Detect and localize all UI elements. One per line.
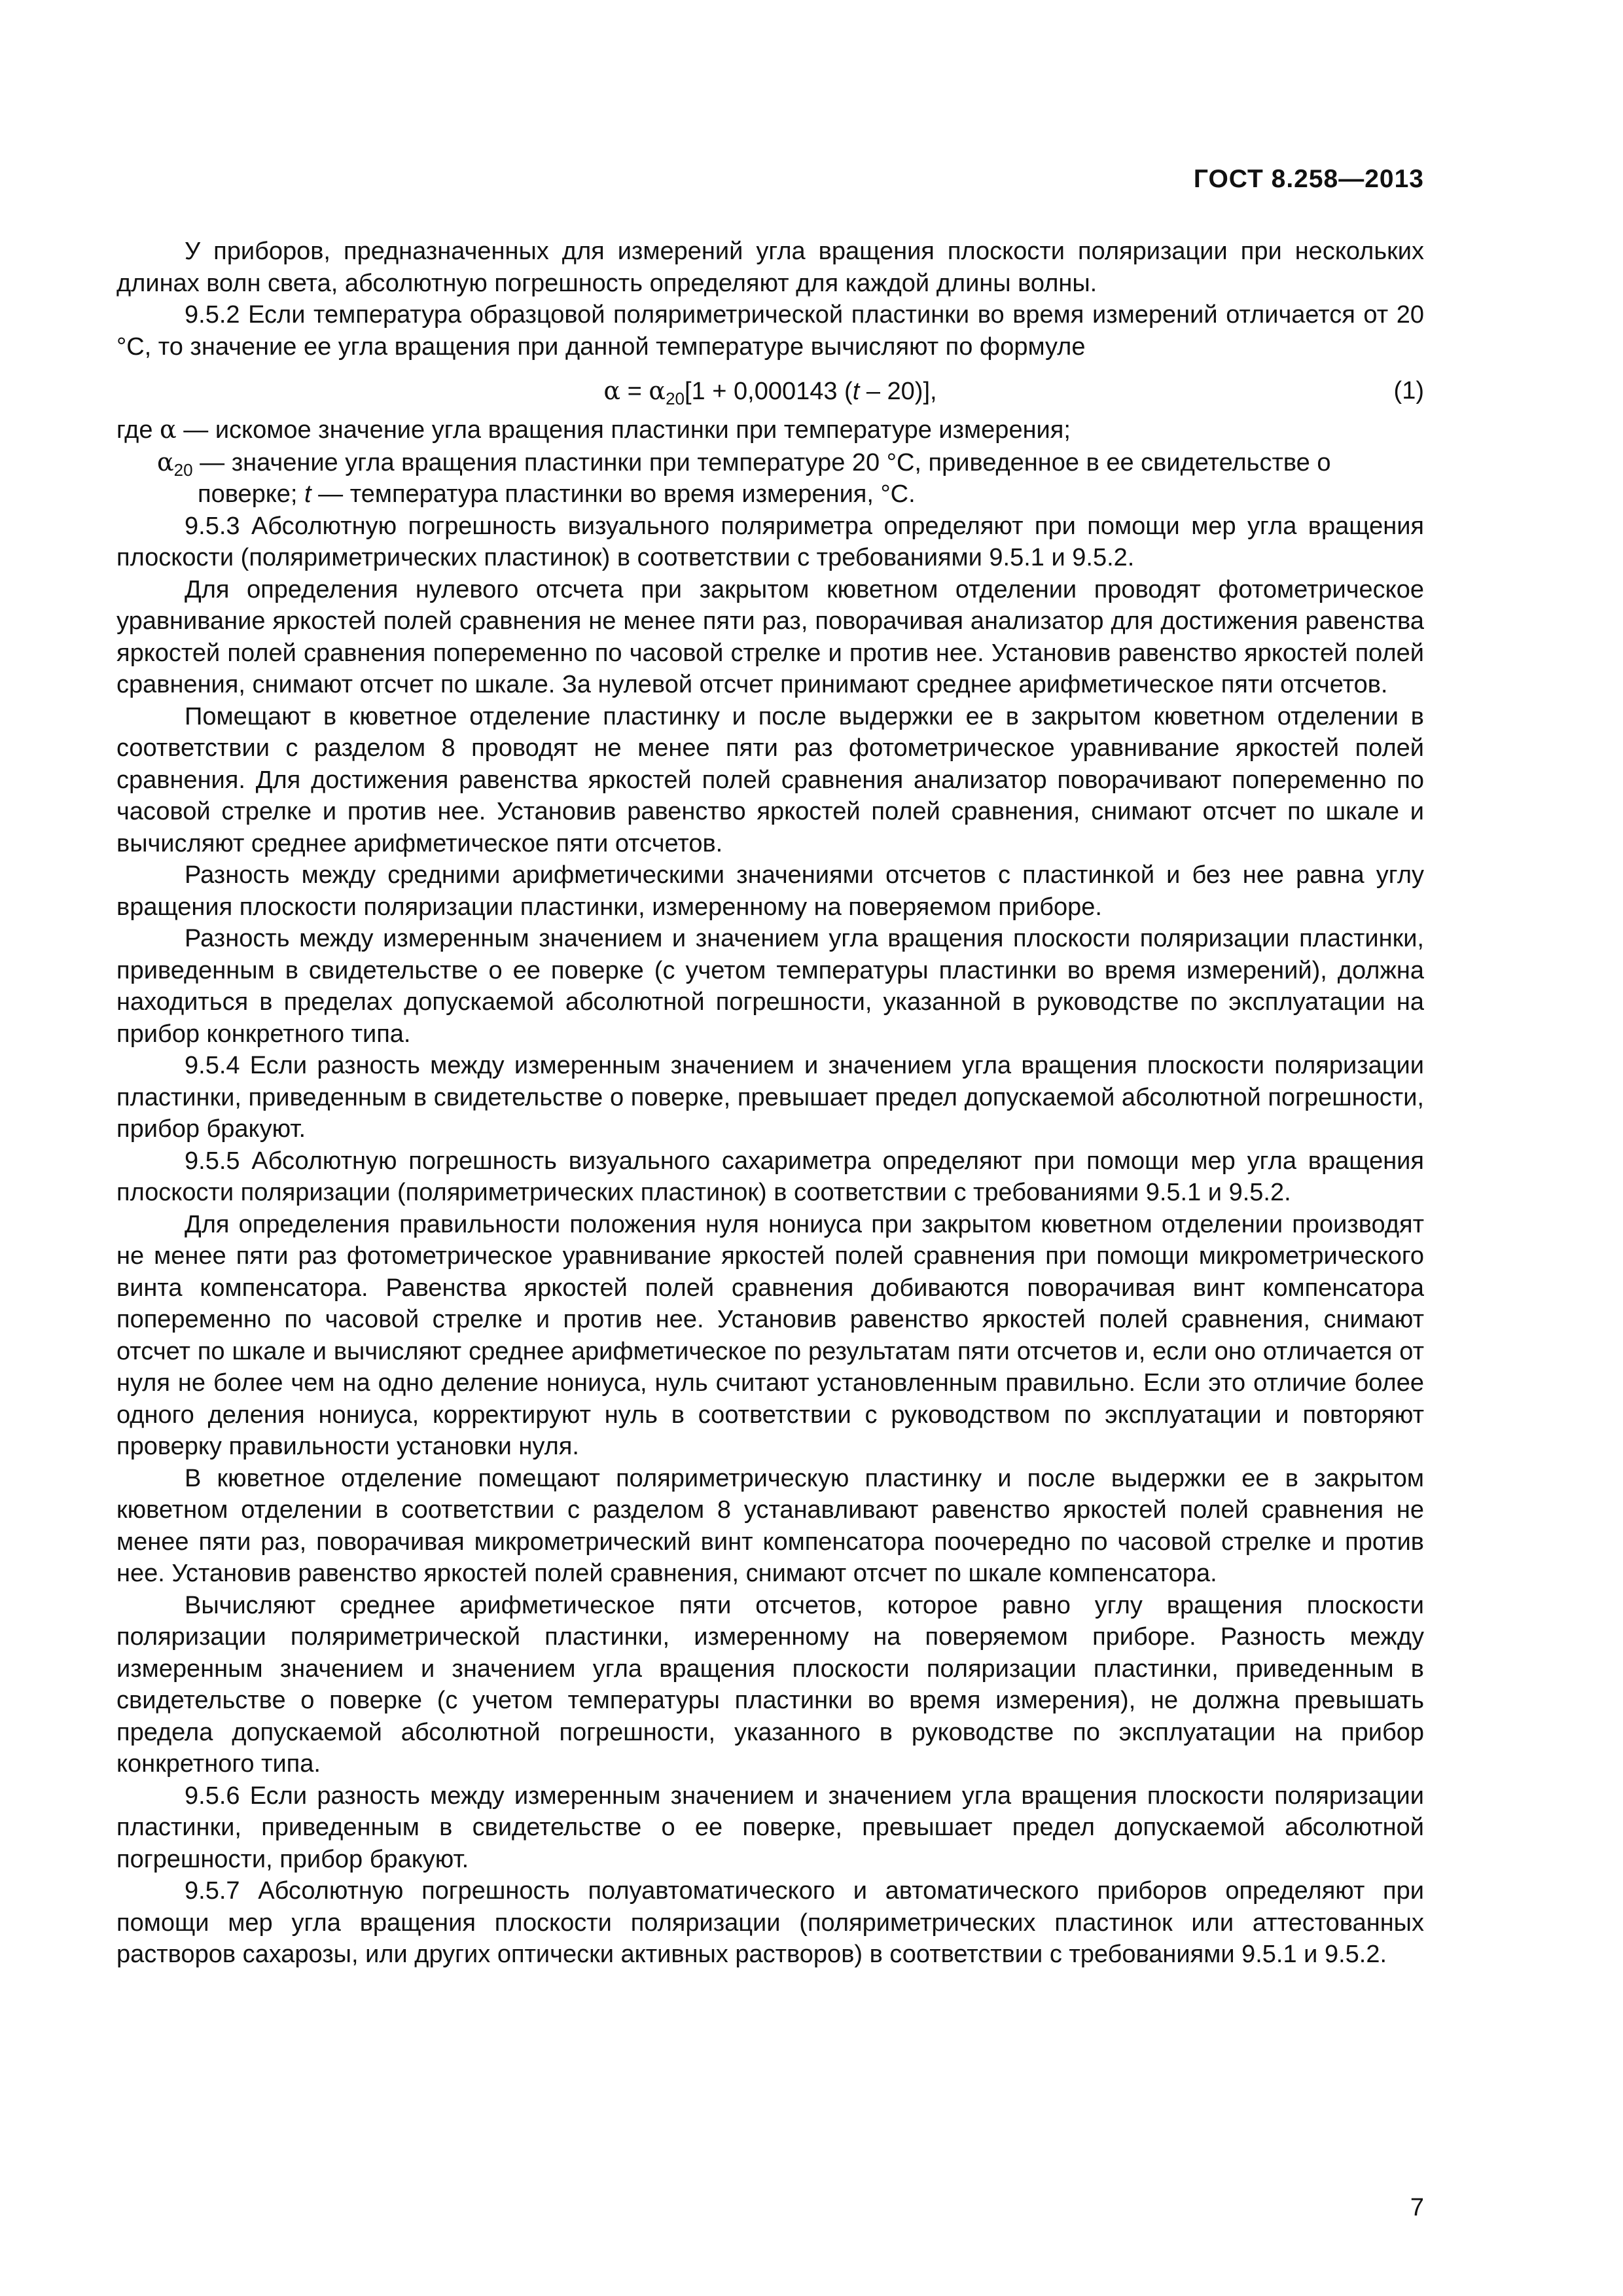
formula-subscript-20: 20 — [666, 389, 685, 408]
document-body — [116, 236, 1424, 1971]
paragraph-9-5-4: 9.5.4 Если разность между измеренным значением и значением угла вращения плоскости поляризации пластинки, приведенным в свидетельстве о поверке, превышает предел допускаемой абсолютной погрешности, прибор бракуют. — [116, 1052, 1424, 1143]
paragraph: В кюветное отделение помещают поляриметрическую пластинку и после выдержки ее в закрытом кюветном отделении в соответствии с разделом 8 устанавливают равенство яркостей полей сравнения не менее пяти раз, поворачивая микрометрический винт компенсатора поочередно по часовой стрелке и против нее. Установив равенство яркостей полей сравнения, снимают отсчет по шкале компенсатора. — [116, 1464, 1424, 1587]
formula-equals: = — [620, 378, 649, 405]
legend-alpha20-subscript: 20 — [173, 459, 193, 480]
paragraph-9-5-6: 9.5.6 Если разность между измеренным значением и значением угла вращения плоскости поляризации пластинки, приведенным в свидетельстве о ее поверке, превышает предел допускаемой абсолютной погрешности, прибор бракуют. — [116, 1782, 1424, 1873]
legend-t-prefix: поверке; — [198, 480, 305, 508]
paragraph: Разность между измеренным значением и значением угла вращения плоскости поляризации пластинки, приведенным в свидетельстве о ее поверке (с учетом температуры пластинки во время измерений), должна находиться в пределах допускаемой абсолютной погрешности, указанной в руководстве по эксплуатации на прибор конкретного типа. — [116, 925, 1424, 1048]
paragraph: Для определения нулевого отсчета при закрытом кюветном отделении проводят фотометрическое уравнивание яркостей полей сравнения не менее пяти раз, поворачивая анализатор для достижения равенства яркостей полей сравнения попеременно по часовой стрелке и против нее. Установив равенство яркостей полей сравнения, снимают отсчет по шкале. За нулевой отсчет принимают среднее арифметическое пяти отсчетов. — [116, 575, 1424, 698]
paragraph: Помещают в кюветное отделение пластинку и после выдержки ее в закрытом кюветном отделении в соответствии с разделом 8 проводят не менее пяти раз фотометрическое уравнивание яркостей полей сравнения. Для достижения равенства яркостей полей сравнения анализатор поворачивают попеременно по часовой стрелке и против нее. Установив равенство яркостей полей сравнения, снимают отсчет по шкале и вычисляют среднее арифметическое пяти отсчетов. — [116, 702, 1424, 857]
legend-where: где — [116, 416, 160, 444]
formula-legend — [116, 414, 1424, 511]
paragraph: У приборов, предназначенных для измерений угла вращения плоскости поляризации при нескольких длинах волн света, абсолютную погрешность определяют для каждой длины волны. — [116, 238, 1424, 297]
legend-t-text: — температура пластинки во время измерения, °С. — [311, 480, 916, 508]
paragraph-9-5-5: 9.5.5 Абсолютную погрешность визуального сахариметра определяют при помощи мер угла вращения плоскости поляризации (поляриметрических пластинок) в соответствии с требованиями 9.5.1 и 9.5.2. — [116, 1147, 1424, 1206]
paragraph-9-5-2: 9.5.2 Если температура образцовой поляриметрической пластинки во время измерений отличается от 20 °С, то значение ее угла вращения при данной температуре вычисляют по формуле — [116, 301, 1424, 361]
standard-designation: ГОСТ 8.258—2013 — [1193, 165, 1424, 193]
paragraph: Вычисляют среднее арифметическое пяти отсчетов, которое равно углу вращения плоскости поляризации поляриметрической пластинки, измеренному на поверяемом приборе. Разность между измеренным значением и значением угла вращения плоскости поляризации пластинки, приведенным в свидетельстве о поверке (с учетом температуры пластинки во время измерения), не должна превышать предела допускаемой абсолютной погрешности, указанного в руководстве по эксплуатации на прибор конкретного типа. — [116, 1591, 1424, 1778]
legend-alpha-symbol: α — [160, 415, 177, 444]
formula-alpha: α — [603, 376, 621, 405]
formula-number: (1) — [1393, 377, 1424, 404]
formula-rhs-a: [1 + 0,000143 ( — [685, 378, 853, 405]
legend-alpha20 — [116, 446, 1424, 479]
legend-alpha — [116, 414, 1424, 446]
formula-expression — [116, 368, 1424, 414]
paragraph: Разность между средними арифметическими значениями отсчетов с пластинкой и без нее равна углу вращения плоскости поляризации пластинки, измеренному на поверяемом приборе. — [116, 861, 1424, 921]
legend-alpha20-text: — значение угла вращения пластинки при температуре 20 °С, приведенное в ее свидетельстве о — [192, 448, 1331, 476]
paragraph-9-5-7: 9.5.7 Абсолютную погрешность полуавтоматического и автоматического приборов определяют при помощи мер угла вращения плоскости поляризации (поляриметрических пластинок или аттестованных растворов сахарозы, или других оптически активных растворов) в соответствии с требованиями 9.5.1 и 9.5.2. — [116, 1877, 1424, 1968]
formula-rhs-b: – 20)], — [859, 378, 937, 405]
legend-t — [116, 478, 1424, 511]
formula-t: t — [852, 378, 860, 405]
formula-1 — [116, 368, 1424, 414]
paragraph-9-5-3: 9.5.3 Абсолютную погрешность визуального поляриметра определяют при помощи мер угла вращения плоскости (поляриметрических пластинок) в соответствии с требованиями 9.5.1 и 9.5.2. — [116, 512, 1424, 571]
legend-alpha-text: — искомое значение угла вращения пластинки при температуре измерения; — [176, 416, 1071, 444]
paragraph: Для определения правильности положения нуля нониуса при закрытом кюветном отделении производят не менее пяти раз фотометрическое уравнивание яркостей полей сравнения при помощи микрометрического винта компенсатора. Равенства яркостей полей сравнения добиваются поворачивая винт компенсатора попеременно по часовой стрелке и против нее. Установив равенство яркостей полей сравнения, снимают отсчет по шкале и вычисляют среднее арифметическое по результатам пяти отсчетов и, если оно отличается от нуля не более чем на одно деление нониуса, нуль считают установленным правильно. Если это отличие более одного деления нониуса, корректируют нуль в соответствии с руководством по эксплуатации и повторяют проверку правильности установки нуля. — [116, 1210, 1424, 1460]
formula-alpha20: α — [649, 376, 666, 405]
page-number: 7 — [1410, 2194, 1424, 2221]
legend-t-symbol: t — [304, 480, 312, 508]
legend-alpha20-symbol: α — [157, 447, 174, 476]
